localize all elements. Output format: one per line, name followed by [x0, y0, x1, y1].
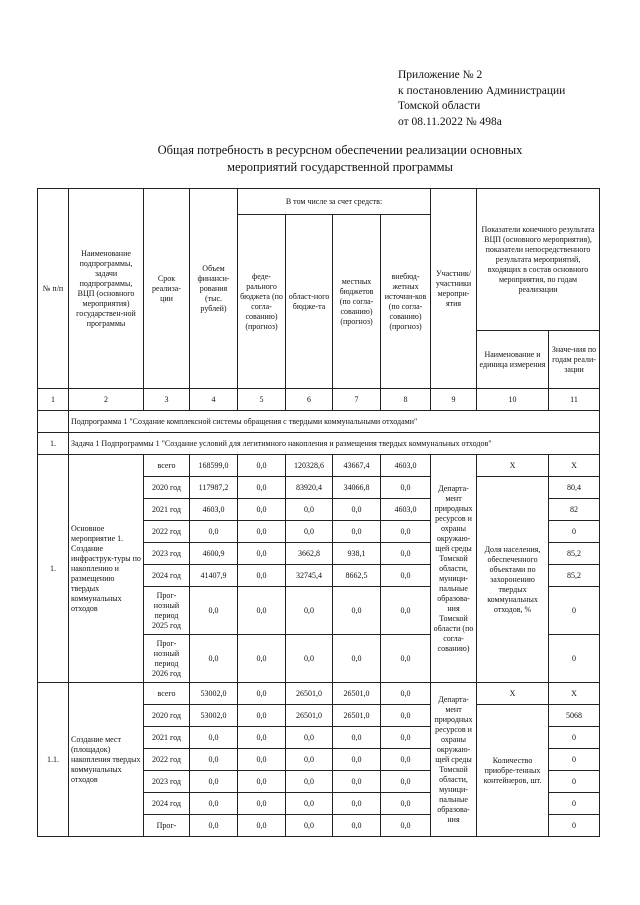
- cell-offbudget: 0,0: [381, 565, 431, 587]
- cell-local: 26501,0: [333, 683, 381, 705]
- cell-regional: 83920,4: [286, 477, 333, 499]
- cell-offbudget: 0,0: [381, 635, 431, 683]
- header-regional: област-ного бюдже-та: [286, 215, 333, 389]
- header-local: местных бюджетов (по согла-сованию) (прогноз): [333, 215, 381, 389]
- appendix-line: от 08.11.2022 № 498а: [398, 115, 502, 128]
- cell-indicator-value: 0: [549, 749, 600, 771]
- col-number: 11: [549, 389, 600, 411]
- cell-volume: 168599,0: [190, 455, 238, 477]
- cell-local: 0,0: [333, 499, 381, 521]
- cell-federal: 0,0: [238, 705, 286, 727]
- cell-term: Прог-: [144, 815, 190, 837]
- cell-offbudget: 0,0: [381, 793, 431, 815]
- cell-offbudget: 0,0: [381, 521, 431, 543]
- cell-offbudget: 0,0: [381, 771, 431, 793]
- cell-participant: Департа-мент природных ресурсов и охраны окружаю-щей среды Томской области, муници-пальные образова-ния Томской области (по согла-сованию): [431, 455, 477, 683]
- header-indicator-value: Значе-ния по годам реали-зации: [549, 331, 600, 389]
- header-federal: феде-рального бюджета (по согла-сованию) (прогноз): [238, 215, 286, 389]
- cell-indicator-name: X: [477, 683, 549, 705]
- cell-term: всего: [144, 683, 190, 705]
- cell-volume: 0,0: [190, 815, 238, 837]
- task-row: [38, 433, 600, 455]
- cell-indicator-value: 0: [549, 815, 600, 837]
- cell-local: 0,0: [333, 771, 381, 793]
- subprogram-row: [38, 411, 600, 433]
- header-indicator-name: Наименование и единица измерения: [477, 331, 549, 389]
- task-title: Задача 1 Подпрограммы 1 "Создание условий для легитимного накопления и размещения твердых коммунальных отходов": [69, 433, 600, 455]
- cell-federal: 0,0: [238, 793, 286, 815]
- cell-local: 43667,4: [333, 455, 381, 477]
- cell-federal: 0,0: [238, 477, 286, 499]
- cell-local: 938,1: [333, 543, 381, 565]
- cell-regional: 26501,0: [286, 705, 333, 727]
- cell-regional: 0,0: [286, 499, 333, 521]
- cell-volume: 0,0: [190, 521, 238, 543]
- row-num: 1.: [38, 455, 69, 683]
- table-row: [38, 683, 600, 705]
- cell-term: 2022 год: [144, 521, 190, 543]
- cell-term: 2022 год: [144, 749, 190, 771]
- col-number: 3: [144, 389, 190, 411]
- col-number: 6: [286, 389, 333, 411]
- cell-federal: 0,0: [238, 815, 286, 837]
- cell-volume: 4600,9: [190, 543, 238, 565]
- cell-regional: 32745,4: [286, 565, 333, 587]
- cell-local: 26501,0: [333, 705, 381, 727]
- header-term: Срок реализа-ции: [144, 189, 190, 389]
- cell-term: 2023 год: [144, 771, 190, 793]
- cell-offbudget: 0,0: [381, 749, 431, 771]
- cell-offbudget: 0,0: [381, 477, 431, 499]
- cell-indicator-value: 80,4: [549, 477, 600, 499]
- col-number: 9: [431, 389, 477, 411]
- cell-federal: 0,0: [238, 635, 286, 683]
- cell-term: Прог-нозный период 2025 год: [144, 587, 190, 635]
- cell-term: Прог-нозный период 2026 год: [144, 635, 190, 683]
- cell-regional: 3662,8: [286, 543, 333, 565]
- cell-term: 2021 год: [144, 727, 190, 749]
- cell-indicator-value: 82: [549, 499, 600, 521]
- cell-federal: 0,0: [238, 499, 286, 521]
- cell-volume: 41407,9: [190, 565, 238, 587]
- cell-indicator-value: 0: [549, 793, 600, 815]
- cell-offbudget: 4603,0: [381, 455, 431, 477]
- cell-term: 2024 год: [144, 565, 190, 587]
- cell-offbudget: 0,0: [381, 705, 431, 727]
- cell-volume: 0,0: [190, 749, 238, 771]
- cell-regional: 120328,6: [286, 455, 333, 477]
- cell-federal: 0,0: [238, 587, 286, 635]
- document-title: [120, 142, 560, 176]
- header-num: № п/п: [38, 189, 69, 389]
- cell-indicator-value: 0: [549, 521, 600, 543]
- cell-local: 0,0: [333, 587, 381, 635]
- cell-indicator-value: 5068: [549, 705, 600, 727]
- cell-indicator-name: X: [477, 455, 549, 477]
- cell-federal: 0,0: [238, 771, 286, 793]
- cell-regional: 0,0: [286, 749, 333, 771]
- title-line: Общая потребность в ресурсном обеспечении реализации основных: [157, 143, 523, 157]
- cell-volume: 0,0: [190, 587, 238, 635]
- cell-volume: 0,0: [190, 793, 238, 815]
- cell-indicator-value: 85,2: [549, 565, 600, 587]
- header-volume: Объем финанси-рования (тыс. рублей): [190, 189, 238, 389]
- cell-local: 8662,5: [333, 565, 381, 587]
- cell-local: 0,0: [333, 749, 381, 771]
- cell-federal: 0,0: [238, 565, 286, 587]
- subprogram-title: Подпрограмма 1 "Создание комплексной системы обращения с твердыми коммунальными отходами": [69, 411, 600, 433]
- col-number: 8: [381, 389, 431, 411]
- cell-indicator-value: 85,2: [549, 543, 600, 565]
- cell-indicator-value: 0: [549, 587, 600, 635]
- cell-term: 2020 год: [144, 705, 190, 727]
- cell-volume: 117987,2: [190, 477, 238, 499]
- cell-indicator-name: Доля населения, обеспеченного объектами по захоронению твердых коммунальных отходов, %: [477, 477, 549, 683]
- col-number: 4: [190, 389, 238, 411]
- cell-volume: 53002,0: [190, 705, 238, 727]
- measure-name: Основное мероприятие 1. Создание инфраструк-туры по накоплению и размещению твердых коммунальных отходов: [69, 455, 144, 683]
- cell-term: 2024 год: [144, 793, 190, 815]
- cell-local: 34066,8: [333, 477, 381, 499]
- cell-regional: 0,0: [286, 587, 333, 635]
- resource-table: [37, 188, 600, 837]
- cell-term: 2020 год: [144, 477, 190, 499]
- cell-indicator-value: 0: [549, 771, 600, 793]
- header-indicators: Показатели конечного результата ВЦП (основного мероприятия), показатели непосредственного результата мероприятий, входящих в состав основного мероприятия, по годам реализации: [477, 189, 600, 331]
- appendix-line: Приложение № 2: [398, 69, 483, 81]
- cell-regional: 0,0: [286, 793, 333, 815]
- col-number: 10: [477, 389, 549, 411]
- row-num: 1.1.: [38, 683, 69, 837]
- header-offbudget: внебюд-жетных источни-ков (по согла-сованию) (прогноз): [381, 215, 431, 389]
- cell-regional: 0,0: [286, 771, 333, 793]
- cell-federal: 0,0: [238, 683, 286, 705]
- col-number: 5: [238, 389, 286, 411]
- header-participant: Участник/ участники меропри-ятия: [431, 189, 477, 389]
- cell-regional: 0,0: [286, 815, 333, 837]
- cell-local: 0,0: [333, 521, 381, 543]
- cell-term: 2023 год: [144, 543, 190, 565]
- cell-volume: 0,0: [190, 635, 238, 683]
- cell-volume: 0,0: [190, 771, 238, 793]
- column-numbers-row: [38, 389, 600, 411]
- cell-indicator-name: Количество приобре-тенных контейнеров, шт.: [477, 705, 549, 837]
- col-number: 7: [333, 389, 381, 411]
- cell-regional: 26501,0: [286, 683, 333, 705]
- cell-volume: 0,0: [190, 727, 238, 749]
- header-name: Наименование подпрограммы, задачи подпрограммы, ВЦП (основного мероприятия) государствен-ной программы: [69, 189, 144, 389]
- measure-name: Создание мест (площадок) накопления твердых коммунальных отходов: [69, 683, 144, 837]
- cell-local: 0,0: [333, 793, 381, 815]
- cell-federal: 0,0: [238, 543, 286, 565]
- col-number: 2: [69, 389, 144, 411]
- appendix-line: к постановлению Администрации: [398, 84, 566, 97]
- cell-offbudget: 0,0: [381, 815, 431, 837]
- appendix-line: Томской области: [398, 100, 481, 112]
- cell-participant: Департа-мент природных ресурсов и охраны окружаю-щей среды Томской области, муници-пальные образова-ния: [431, 683, 477, 837]
- cell-volume: 4603,0: [190, 499, 238, 521]
- cell-local: 0,0: [333, 635, 381, 683]
- cell-regional: 0,0: [286, 727, 333, 749]
- cell-offbudget: 0,0: [381, 727, 431, 749]
- cell-federal: 0,0: [238, 521, 286, 543]
- cell-offbudget: 0,0: [381, 543, 431, 565]
- cell-offbudget: 4603,0: [381, 499, 431, 521]
- header-including: В том числе за счет средств:: [238, 189, 431, 215]
- table-row: [38, 455, 600, 477]
- cell-federal: 0,0: [238, 455, 286, 477]
- cell-offbudget: 0,0: [381, 683, 431, 705]
- col-number: 1: [38, 389, 69, 411]
- cell-federal: 0,0: [238, 749, 286, 771]
- cell-regional: 0,0: [286, 635, 333, 683]
- cell-term: 2021 год: [144, 499, 190, 521]
- cell-indicator-value: X: [549, 683, 600, 705]
- title-line: мероприятий государственной программы: [227, 160, 453, 174]
- appendix-note: [398, 68, 565, 130]
- cell-regional: 0,0: [286, 521, 333, 543]
- cell-volume: 53002,0: [190, 683, 238, 705]
- cell-offbudget: 0,0: [381, 587, 431, 635]
- task-num: 1.: [38, 433, 69, 455]
- cell-local: 0,0: [333, 727, 381, 749]
- cell-local: 0,0: [333, 815, 381, 837]
- cell-federal: 0,0: [238, 727, 286, 749]
- cell-indicator-value: 0: [549, 727, 600, 749]
- cell-term: всего: [144, 455, 190, 477]
- cell-indicator-value: X: [549, 455, 600, 477]
- cell-indicator-value: 0: [549, 635, 600, 683]
